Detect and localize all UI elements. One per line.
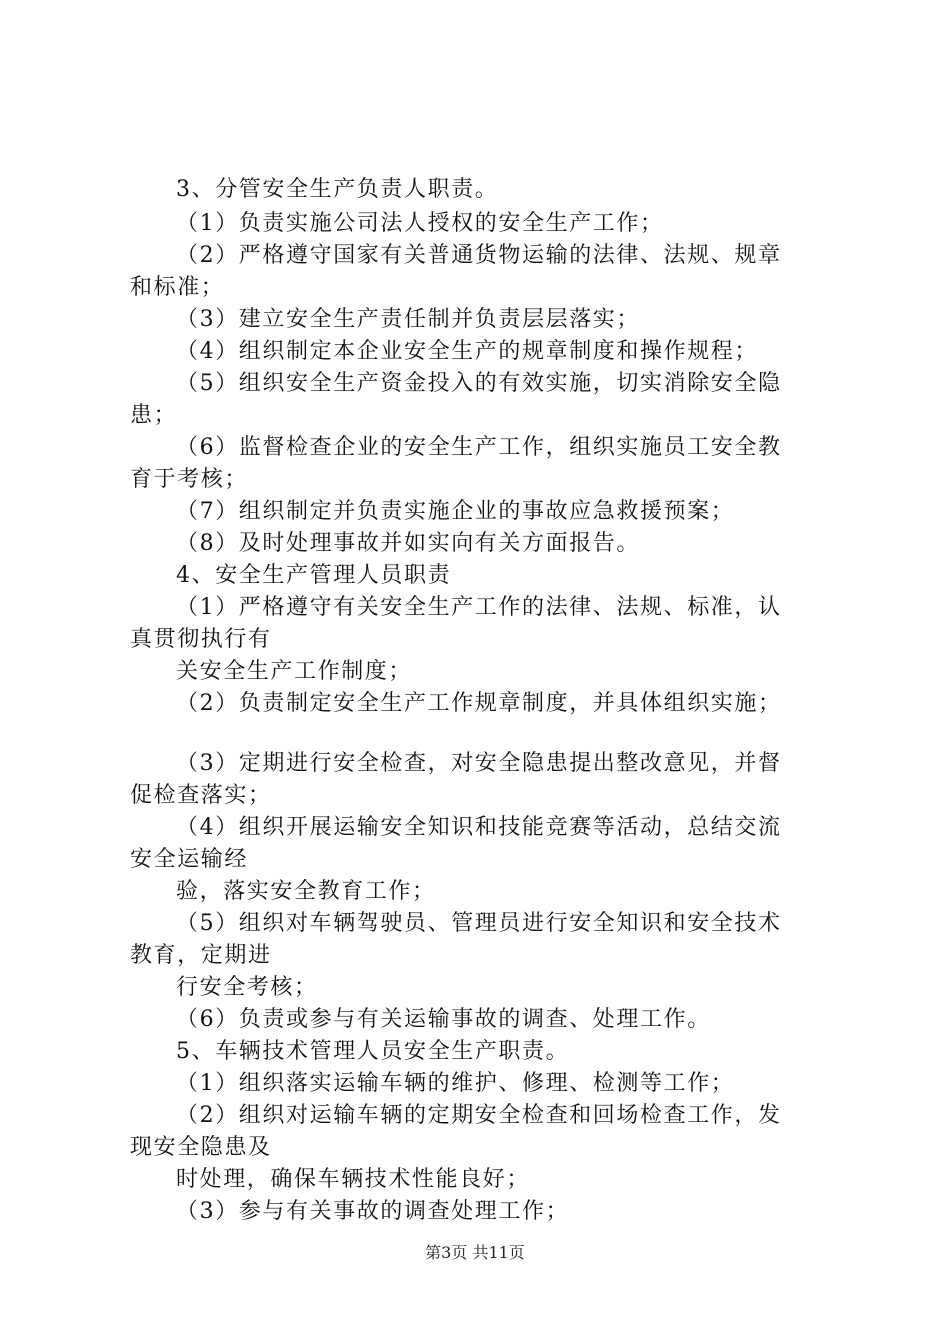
paragraph-line: 安全运输经 [130, 847, 249, 872]
paragraph-line: （1）负责实施公司法人授权的安全生产工作； [176, 211, 664, 236]
paragraph-line: （5）组织对车辆驾驶员、管理员进行安全知识和安全技术 [176, 911, 782, 936]
paragraph-line: 验，落实安全教育工作； [176, 879, 436, 904]
page-footer: 第3页 共11页 [425, 1243, 525, 1262]
paragraph-line: （2）严格遵守国家有关普通货物运输的法律、法规、规章 [176, 243, 782, 268]
paragraph-line: 真贯彻执行有 [130, 627, 272, 652]
paragraph-line: （1）组织落实运输车辆的维护、修理、检测等工作； [176, 1071, 735, 1096]
paragraph-line: （2）组织对运输车辆的定期安全检查和回场检查工作，发 [176, 1103, 782, 1128]
paragraph-line: （6）监督检查企业的安全生产工作，组织实施员工安全教 [176, 435, 782, 460]
section-heading: 4、安全生产管理人员职责 [176, 563, 452, 588]
paragraph-line: （5）组织安全生产资金投入的有效实施，切实消除安全隐 [176, 371, 782, 396]
paragraph-line: （3）参与有关事故的调查处理工作； [176, 1199, 570, 1224]
paragraph-line: 和标准； [130, 275, 225, 300]
paragraph-line: 关安全生产工作制度； [176, 659, 413, 684]
paragraph-line: （3）建立安全生产责任制并负责层层落实； [176, 307, 640, 332]
paragraph-line: （2）负责制定安全生产工作规章制度，并具体组织实施； [176, 691, 782, 716]
paragraph-line: （8）及时处理事故并如实向有关方面报告。 [176, 531, 640, 556]
paragraph-line: 时处理，确保车辆技术性能良好； [176, 1167, 531, 1192]
section-heading: 3、分管安全生产负责人职责。 [176, 177, 499, 202]
paragraph-line: （4）组织开展运输安全知识和技能竞赛等活动，总结交流 [176, 815, 782, 840]
paragraph-line: 育于考核； [130, 467, 249, 492]
section-heading: 5、车辆技术管理人员安全生产职责。 [176, 1039, 570, 1064]
paragraph-line: （6）负责或参与有关运输事故的调查、处理工作。 [176, 1007, 711, 1032]
paragraph-line: （1）严格遵守有关安全生产工作的法律、法规、标准，认 [176, 595, 782, 620]
paragraph-line: 患； [130, 403, 178, 428]
paragraph-line: 教育，定期进 [130, 943, 272, 968]
paragraph-line: （3）定期进行安全检查，对安全隐患提出整改意见，并督 [176, 751, 782, 776]
paragraph-line: 现安全隐患及 [130, 1135, 272, 1160]
paragraph-line: （4）组织制定本企业安全生产的规章制度和操作规程； [176, 339, 758, 364]
paragraph-line: （7）组织制定并负责实施企业的事故应急救援预案； [176, 499, 735, 524]
paragraph-line: 促检查落实； [130, 783, 272, 808]
paragraph-line: 行安全考核； [176, 975, 318, 1000]
